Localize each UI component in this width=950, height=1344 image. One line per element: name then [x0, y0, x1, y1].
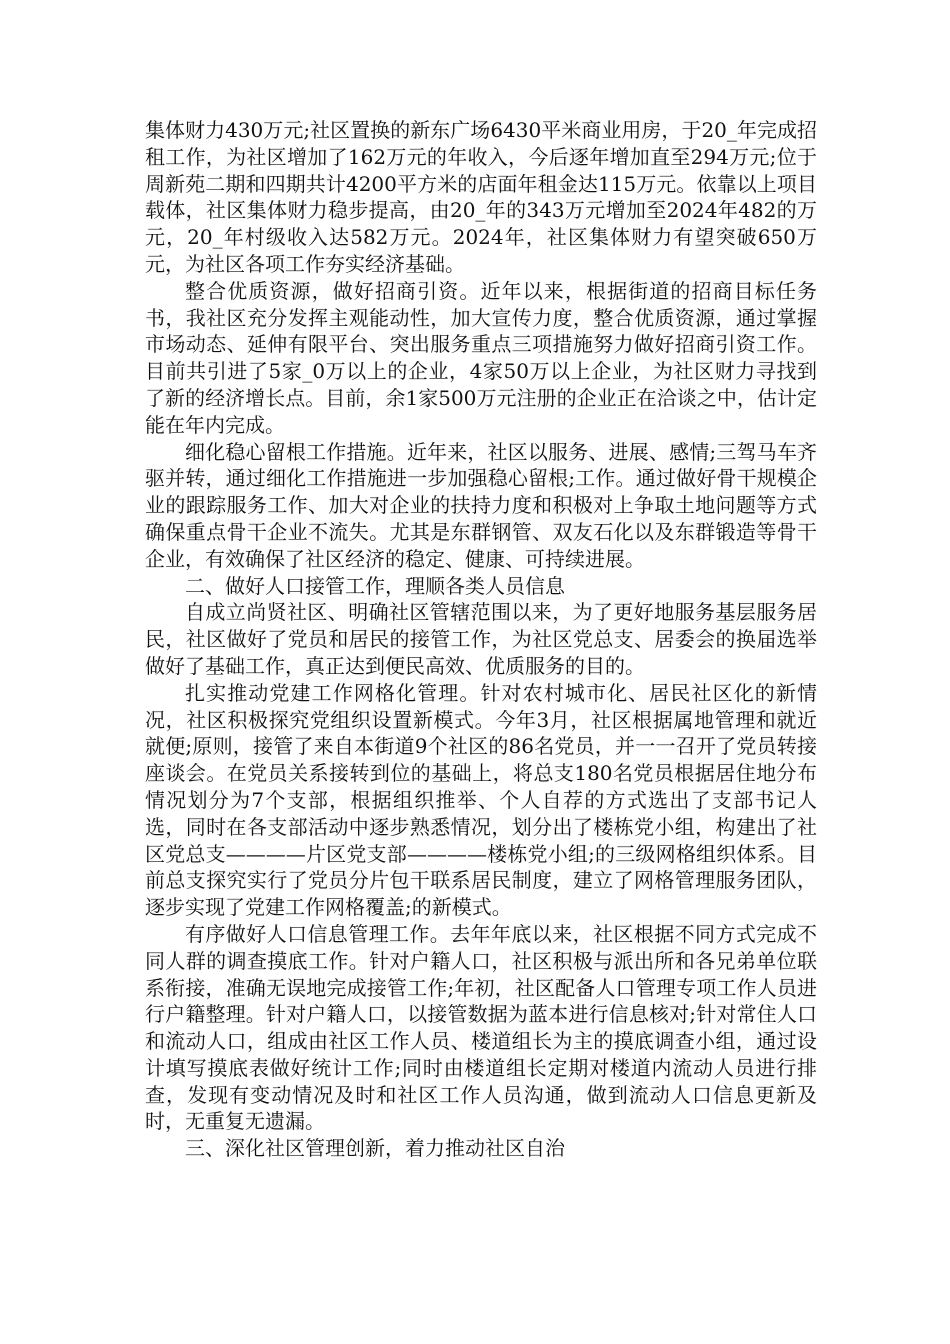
- section-heading-2: 二、做好人口接管工作，理顺各类人员信息: [185, 573, 565, 598]
- document-page: [145, 117, 817, 1162]
- paragraph-6: 扎实推动党建工作网格化管理。针对农村城市化、居民社区化的新情况，社区积极探究党组织设置新模式。今年3月，社区根据属地管理和就近就便;原则，接管了来自本街道9个社区的86名党员，并一一召开了党员转接座谈会。在党员关系接转到位的基础上，将总支180名党员根据居住地分布情况划分为7个支部，根据组织推举、个人自荐的方式选出了支部书记人选，同时在各支部活动中逐步熟悉情况，划分出了楼栋党小组，构建出了社区党总支————片区党支部————楼栋党小组;的三级网格组织体系。目前总支探究实行了党员分片包干联系居民制度，建立了网格管理服务团队，逐步实现了党建工作网格覆盖;的新模式。: [145, 680, 817, 920]
- paragraph-5: 自成立尚贤社区、明确社区管辖范围以来，为了更好地服务基层服务居民，社区做好了党员和居民的接管工作，为社区党总支、居委会的换届选举做好了基础工作，真正达到便民高效、优质服务的目的。: [145, 600, 817, 678]
- paragraph-7: 有序做好人口信息管理工作。去年年底以来，社区根据不同方式完成不同人群的调查摸底工作。针对户籍人口，社区积极与派出所和各兄弟单位联系衔接，准确无误地完成接管工作;年初，社区配备人口管理专项工作人员进行户籍整理。针对户籍人口，以接管数据为蓝本进行信息核对;针对常住人口和流动人口，组成由社区工作人员、楼道组长为主的摸底调查小组，通过设计填写摸底表做好统计工作;同时由楼道组长定期对楼道内流动人员进行排查，发现有变动情况及时和社区工作人员沟通，做到流动人口信息更新及时，无重复无遗漏。: [145, 921, 817, 1134]
- section-heading-3: 三、深化社区管理创新，着力推动社区自治: [185, 1136, 565, 1161]
- paragraph-2: 整合优质资源，做好招商引资。近年以来，根据街道的招商目标任务书，我社区充分发挥主观能动性，加大宣传力度，整合优质资源，通过掌握市场动态、延伸有限平台、突出服务重点三项措施努力做好招商引资工作。目前共引进了5家_0万以上的企业，4家50万以上企业，为社区财力寻找到了新的经济增长点。目前，余1家500万元注册的企业正在洽谈之中，估计定能在年内完成。: [145, 278, 817, 437]
- paragraph-3: 细化稳心留根工作措施。近年来，社区以服务、进展、感情;三驾马车齐驱并转，通过细化工作措施进一步加强稳心留根;工作。通过做好骨干规模企业的跟踪服务工作、加大对企业的扶持力度和积极对上争取土地问题等方式确保重点骨干企业不流失。尤其是东群钢管、双友石化以及东群锻造等骨干企业，有效确保了社区经济的稳定、健康、可持续进展。: [145, 439, 817, 571]
- paragraph-1: 集体财力430万元;社区置换的新东广场6430平米商业用房，于20_年完成招租工作，为社区增加了162万元的年收入，今后逐年增加直至294万元;位于周新苑二期和四期共计4200平方米的店面年租金达115万元。依靠以上项目载体，社区集体财力稳步提高，由20_年的343万元增加至2024年482的万元，20_年村级收入达582万元。2024年，社区集体财力有望突破650万元，为社区各项工作夯实经济基础。: [145, 118, 817, 276]
